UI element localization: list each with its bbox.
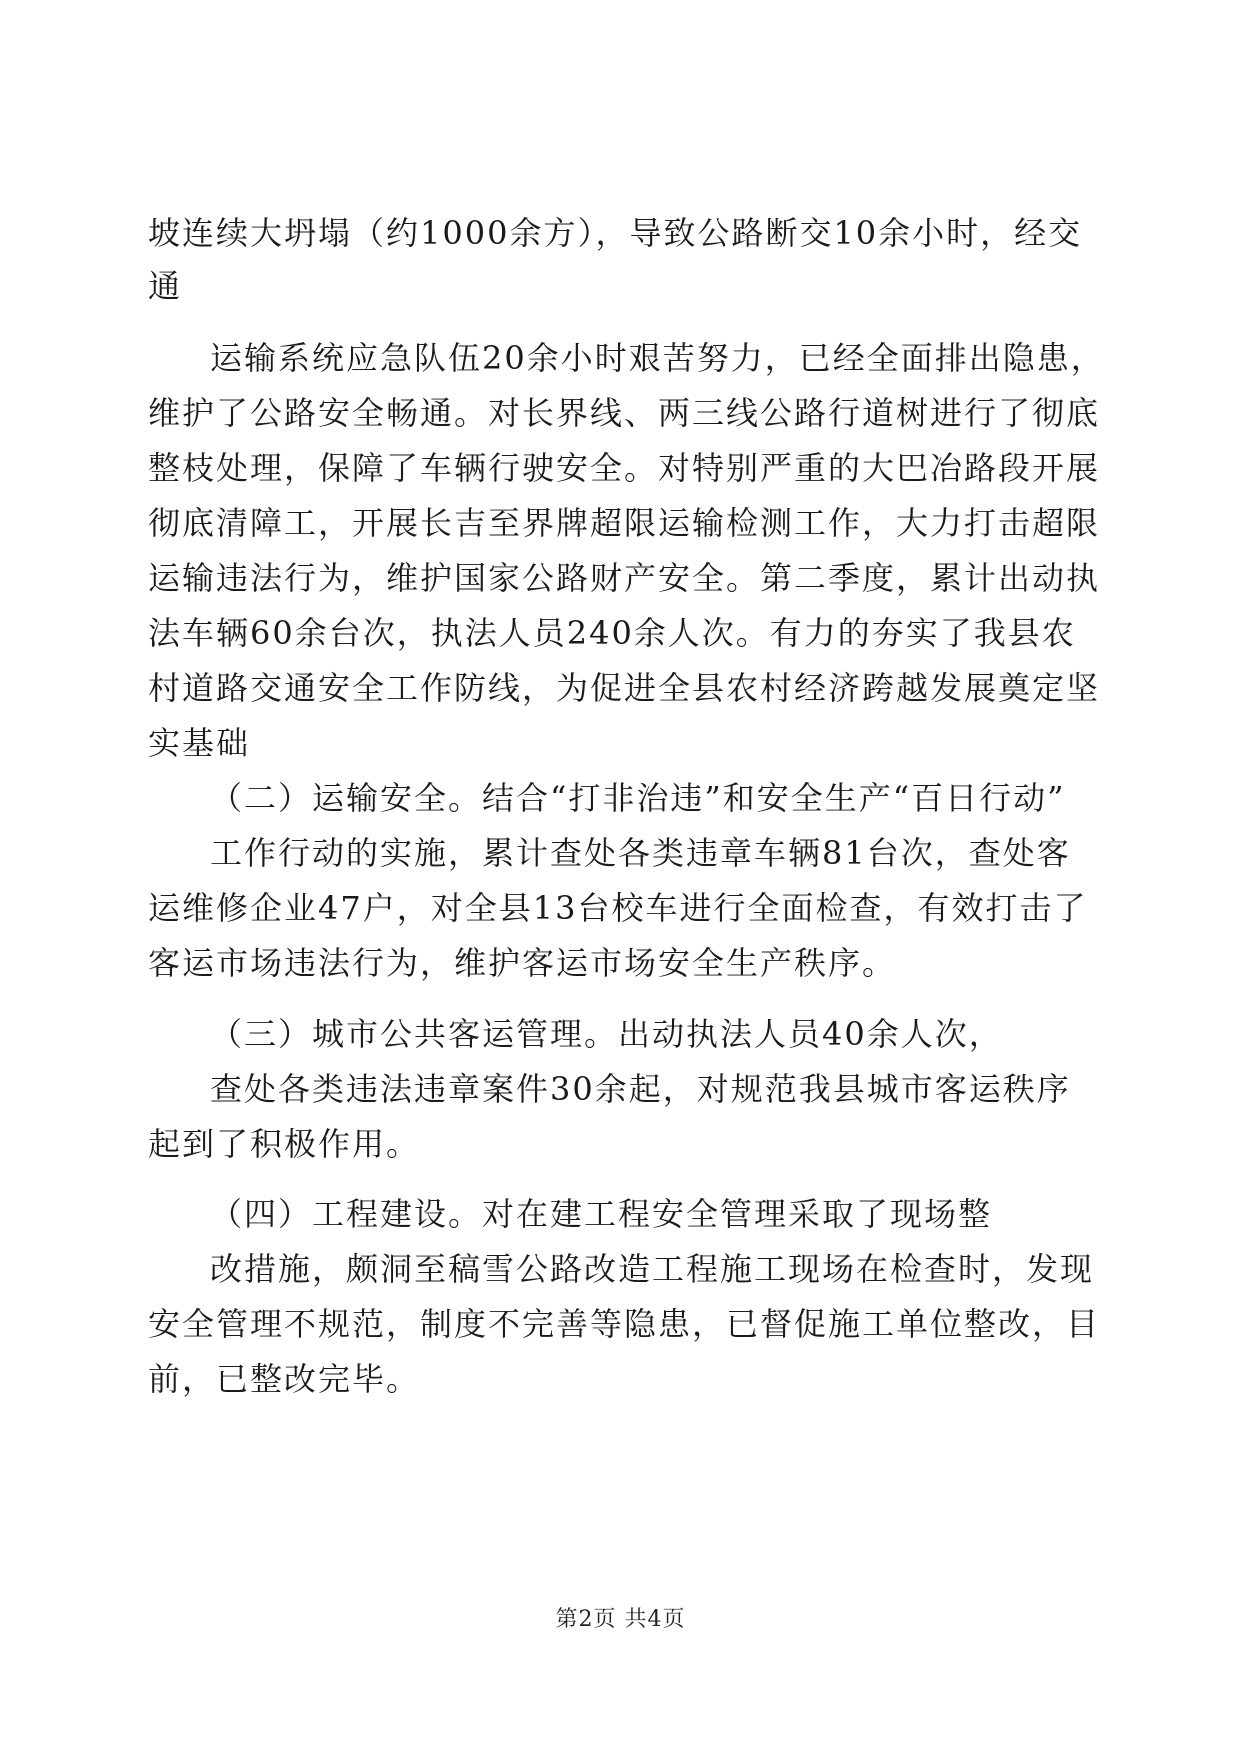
paragraph-line: 彻底清障工，开展长吉至界牌超限运输检测工作，大力打击超限 — [148, 504, 1101, 542]
paragraph-line: 起到了积极作用。 — [148, 1125, 421, 1163]
paragraph-line: 运输违法行为，维护国家公路财产安全。第二季度，累计出动执 — [148, 559, 1101, 597]
paragraph-line: 安全管理不规范，制度不完善等隐患，已督促施工单位整改，目 — [148, 1305, 1101, 1343]
paragraph-line: 坡连续大坍塌（约1000余方），导致公路断交10余小时，经交 — [148, 214, 1083, 252]
paragraph-line: 村道路交通安全工作防线，为促进全县农村经济跨越发展奠定坚 — [148, 669, 1101, 707]
paragraph-line: 运输系统应急队伍20余小时艰苦努力，已经全面排出隐患， — [210, 339, 1105, 377]
paragraph-line: 法车辆60余台次，执法人员240余人次。有力的夯实了我县农 — [148, 614, 1076, 652]
paragraph-line: 维护了公路安全畅通。对长界线、两三线公路行道树进行了彻底 — [148, 394, 1101, 432]
paragraph-line: 运维修企业47户，对全县13台校车进行全面检查，有效打击了 — [148, 889, 1088, 927]
paragraph-line: 工作行动的实施，累计查处各类违章车辆81台次，查处客 — [210, 834, 1071, 872]
paragraph-line: 实基础 — [148, 724, 251, 762]
section-heading-line: （三）城市公共客运管理。出动执法人员40余人次， — [210, 1015, 1003, 1053]
page-number-footer: 第2页 共4页 — [555, 1607, 686, 1632]
paragraph-line: 查处各类违法违章案件30余起，对规范我县城市客运秩序 — [210, 1070, 1071, 1108]
paragraph-line: 前，已整改完毕。 — [148, 1360, 421, 1398]
paragraph-line: 客运市场违法行为，维护客运市场安全生产秩序。 — [148, 944, 897, 982]
section-heading-line: （四）工程建设。对在建工程安全管理采取了现场整 — [210, 1195, 993, 1233]
section-heading-line: （二）运输安全。结合“打非治违”和安全生产“百日行动” — [210, 779, 1066, 817]
paragraph-line: 整枝处理，保障了车辆行驶安全。对特别严重的大巴冶路段开展 — [148, 449, 1101, 487]
paragraph-line: 改措施，颇洞至稿雪公路改造工程施工现场在检查时，发现 — [210, 1250, 1095, 1288]
paragraph-line: 通 — [148, 267, 183, 305]
